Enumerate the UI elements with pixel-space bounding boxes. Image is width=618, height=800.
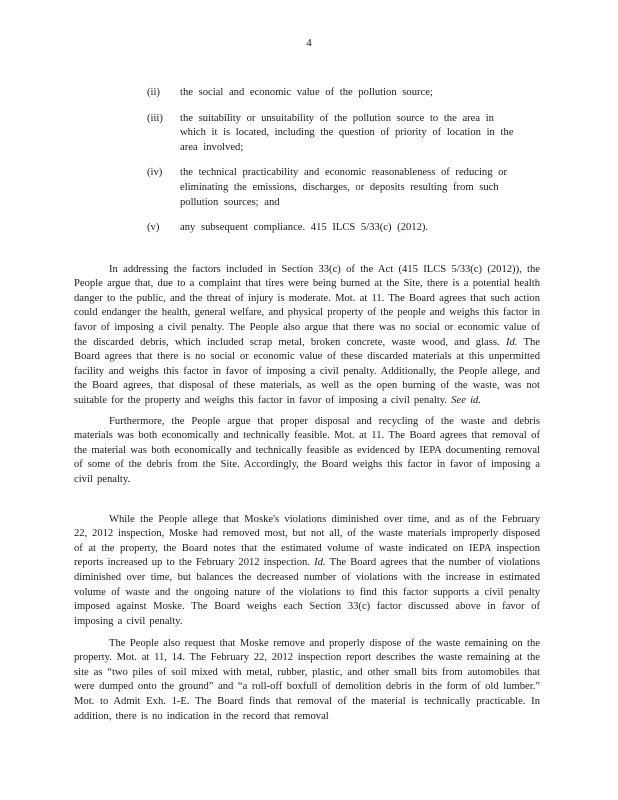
citation: See id. [451, 394, 481, 406]
paragraph-text: The Board agrees that the number of violations diminished over time, but balances the decreased number of violations with the increase in estimated volume of waste and the ongoing nature of the violations to find this factor supports a civil penalty imposed against Moske. The Board weighs each Section 33(c) factor discussed above in favor of imposing a civil penalty. [74, 557, 540, 627]
paragraph-text: While the People allege that Moske's violations diminished over time, and as of the February 22, 2012 inspection, Moske had removed most, but not all, of the waste materials improperly disposed of at the property, the Board notes that the estimated volume of waste indicated on IEPA inspection reports increased up to the February 2012 inspection. [74, 513, 540, 569]
list-item-text: any subsequent compliance. 415 ILCS 5/33(c) (2012). [180, 222, 429, 234]
list-item [147, 86, 517, 101]
paragraph-text: In addressing the factors included in Section 33(c) of the Act (415 ILCS 5/33(c) (2012)), the People argue that, due to a complaint that tires were being burned at the Site, there is a potential health danger to the public, and the threat of injury is moderate. Mot. at 11. The Board agrees that such action could endanger the health, general welfare, and physical property of the people and weighs this factor in favor of imposing a civil penalty. The People also argue that there was no social or economic value of the discarded debris, which included scrap metal, broken concrete, waste wood, and glass. [74, 263, 540, 348]
section-33c-criteria-list [147, 86, 517, 247]
citation: Id. [505, 336, 518, 348]
list-item-text: the social and economic value of the pollution source; [180, 87, 433, 98]
paragraph-section-33c-factors [74, 263, 540, 409]
list-item-text: the technical practicability and economic reasonableness of reducing or eliminating the emissions, discharges, or deposits resulting from such pollution sources; and [180, 167, 507, 208]
paragraph-waste-removal [74, 637, 540, 725]
paragraph-text: Furthermore, the People argue that proper disposal and recycling of the waste and debris materials was both economically and technically feasible. Mot. at 11. The Board agrees that removal of the material was both economically and technically feasible as evidenced by IEPA documenting removal of some of the debris from the Site. Accordingly, the Board weighs this factor in favor of imposing a civil penalty. [74, 415, 540, 485]
list-item-number: (ii) [147, 87, 160, 98]
citation: Id. [314, 557, 326, 569]
page-number: 4 [306, 37, 312, 49]
list-item [147, 112, 517, 156]
paragraph-text: The People also request that Moske remove and properly dispose of the waste remaining on the property. Mot. at 11, 14. The February 22, 2012 inspection report describes the waste remaining at the site as “two piles of soil mixed with metal, rubber, plastic, and other small bits from automobiles that were dumped onto the ground” and “a roll-off boxfull of demolition debris in the form of old lumber.” Mot. to Admit Exh. 1-E. The Board finds that removal of the material is technically practicable. In addition, there is no indication in the record that removal [74, 637, 540, 722]
paragraph-feasibility [74, 415, 540, 488]
list-item-number: (v) [147, 222, 160, 234]
list-item-text: the suitability or unsuitability of the pollution source to the area in which it is located, including the question of priority of location in the area involved; [180, 112, 514, 153]
list-item-number: (iv) [147, 167, 163, 179]
paragraph-violations-over-time [74, 513, 540, 630]
list-item-number: (iii) [147, 112, 163, 124]
paragraph-text: The Board agrees that there is no social or economic value of these discarded materials at this unpermitted facility and weighs this factor in favor of imposing a civil penalty. Additionally, the People allege, and the Board agrees, that disposal of these materials, as well as the open burning of the waste, was not suitable for the property and weighs this factor in favor of imposing a civil penalty. [74, 336, 540, 406]
list-item [147, 166, 517, 210]
list-item [147, 221, 517, 236]
